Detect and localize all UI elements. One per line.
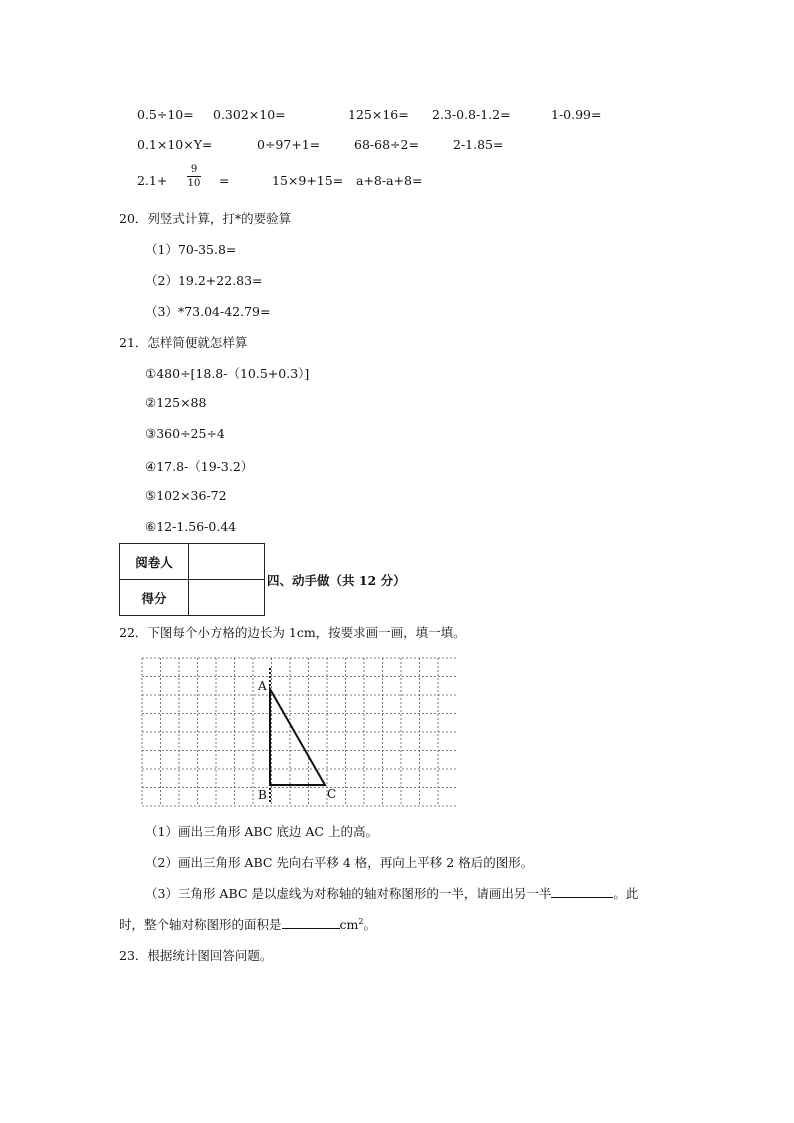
score-table: [119, 543, 265, 616]
question-20-title: 20．列竖式计算，打*的要验算: [119, 211, 292, 226]
triangle-abc: [270, 689, 325, 785]
vertex-b-label: B: [258, 788, 267, 802]
unit-text: cm: [339, 917, 359, 932]
question-21-item: ②125×88: [145, 395, 207, 410]
calc-item: 0.1×10×Y=: [137, 137, 213, 152]
question-22-item-3-cont: [119, 915, 376, 933]
question-21-item: ⑤102×36-72: [145, 488, 227, 503]
vertex-c-label: C: [327, 787, 337, 801]
calc-item: 1-0.99=: [551, 107, 602, 122]
calc-item: 125×16=: [348, 107, 409, 122]
calc-item: 15×9+15=: [272, 173, 344, 188]
fraction: [187, 164, 201, 189]
question-20-item: （3）*73.04-42.79=: [145, 304, 271, 319]
calc-item: 2-1.85=: [453, 137, 504, 152]
item3-text: 。此: [613, 886, 639, 901]
question-20-item: （2）19.2+22.83=: [145, 273, 263, 288]
calc-item: 68-68÷2=: [354, 137, 419, 152]
question-22-item: （2）画出三角形 ABC 先向右平移 4 格，再向上平移 2 格后的图形。: [145, 855, 534, 870]
grid-figure: [140, 654, 456, 808]
calc-item-prefix: 2.1+: [137, 173, 168, 188]
calc-item: 2.3-0.8-1.2=: [432, 107, 511, 122]
question-20-item: （1）70-35.8=: [145, 242, 237, 257]
item3-text: （3）三角形 ABC 是以虚线为对称轴的轴对称图形的一半，请画出另一半: [145, 886, 552, 901]
score-field[interactable]: [189, 580, 265, 616]
question-22-title: 22．下图每个小方格的边长为 1cm，按要求画一画，填一填。: [119, 625, 466, 640]
question-21-item: ⑥12-1.56-0.44: [145, 519, 237, 534]
fraction-bar: [187, 176, 201, 177]
vertex-a-label: A: [258, 679, 267, 693]
section-heading: 四、动手做（共 12 分）: [267, 573, 406, 588]
area-answer-blank[interactable]: [282, 918, 340, 929]
question-21-item: ①480÷[18.8-（10.5+0.3）]: [145, 366, 310, 381]
fraction-numerator: 9: [190, 164, 198, 175]
calc-item: 0.302×10=: [213, 107, 286, 122]
score-label: 得分: [120, 580, 189, 616]
question-21-item: ④17.8-（19-3.2）: [145, 459, 254, 474]
calc-item: 0.5÷10=: [137, 107, 194, 122]
question-22-item: （1）画出三角形 ABC 底边 AC 上的高。: [145, 824, 378, 839]
item3-text: 。: [363, 917, 376, 932]
calc-item-equals: =: [219, 173, 230, 188]
reviewer-field[interactable]: [189, 544, 265, 580]
reviewer-label: 阅卷人: [120, 544, 189, 580]
calc-item: 0÷97+1=: [257, 137, 321, 152]
question-22-item-3: [145, 884, 638, 902]
unit-superscript: 2: [358, 916, 364, 926]
question-21-title: 21．怎样简便就怎样算: [119, 335, 248, 350]
calc-item: a+8-a+8=: [356, 173, 423, 188]
answer-blank[interactable]: [551, 887, 613, 898]
item3-text: 时，整个轴对称图形的面积是: [119, 917, 282, 932]
question-21-item: ③360÷25÷4: [145, 426, 225, 441]
question-23-title: 23．根据统计图回答问题。: [119, 948, 273, 963]
fraction-denominator: 10: [187, 178, 201, 189]
